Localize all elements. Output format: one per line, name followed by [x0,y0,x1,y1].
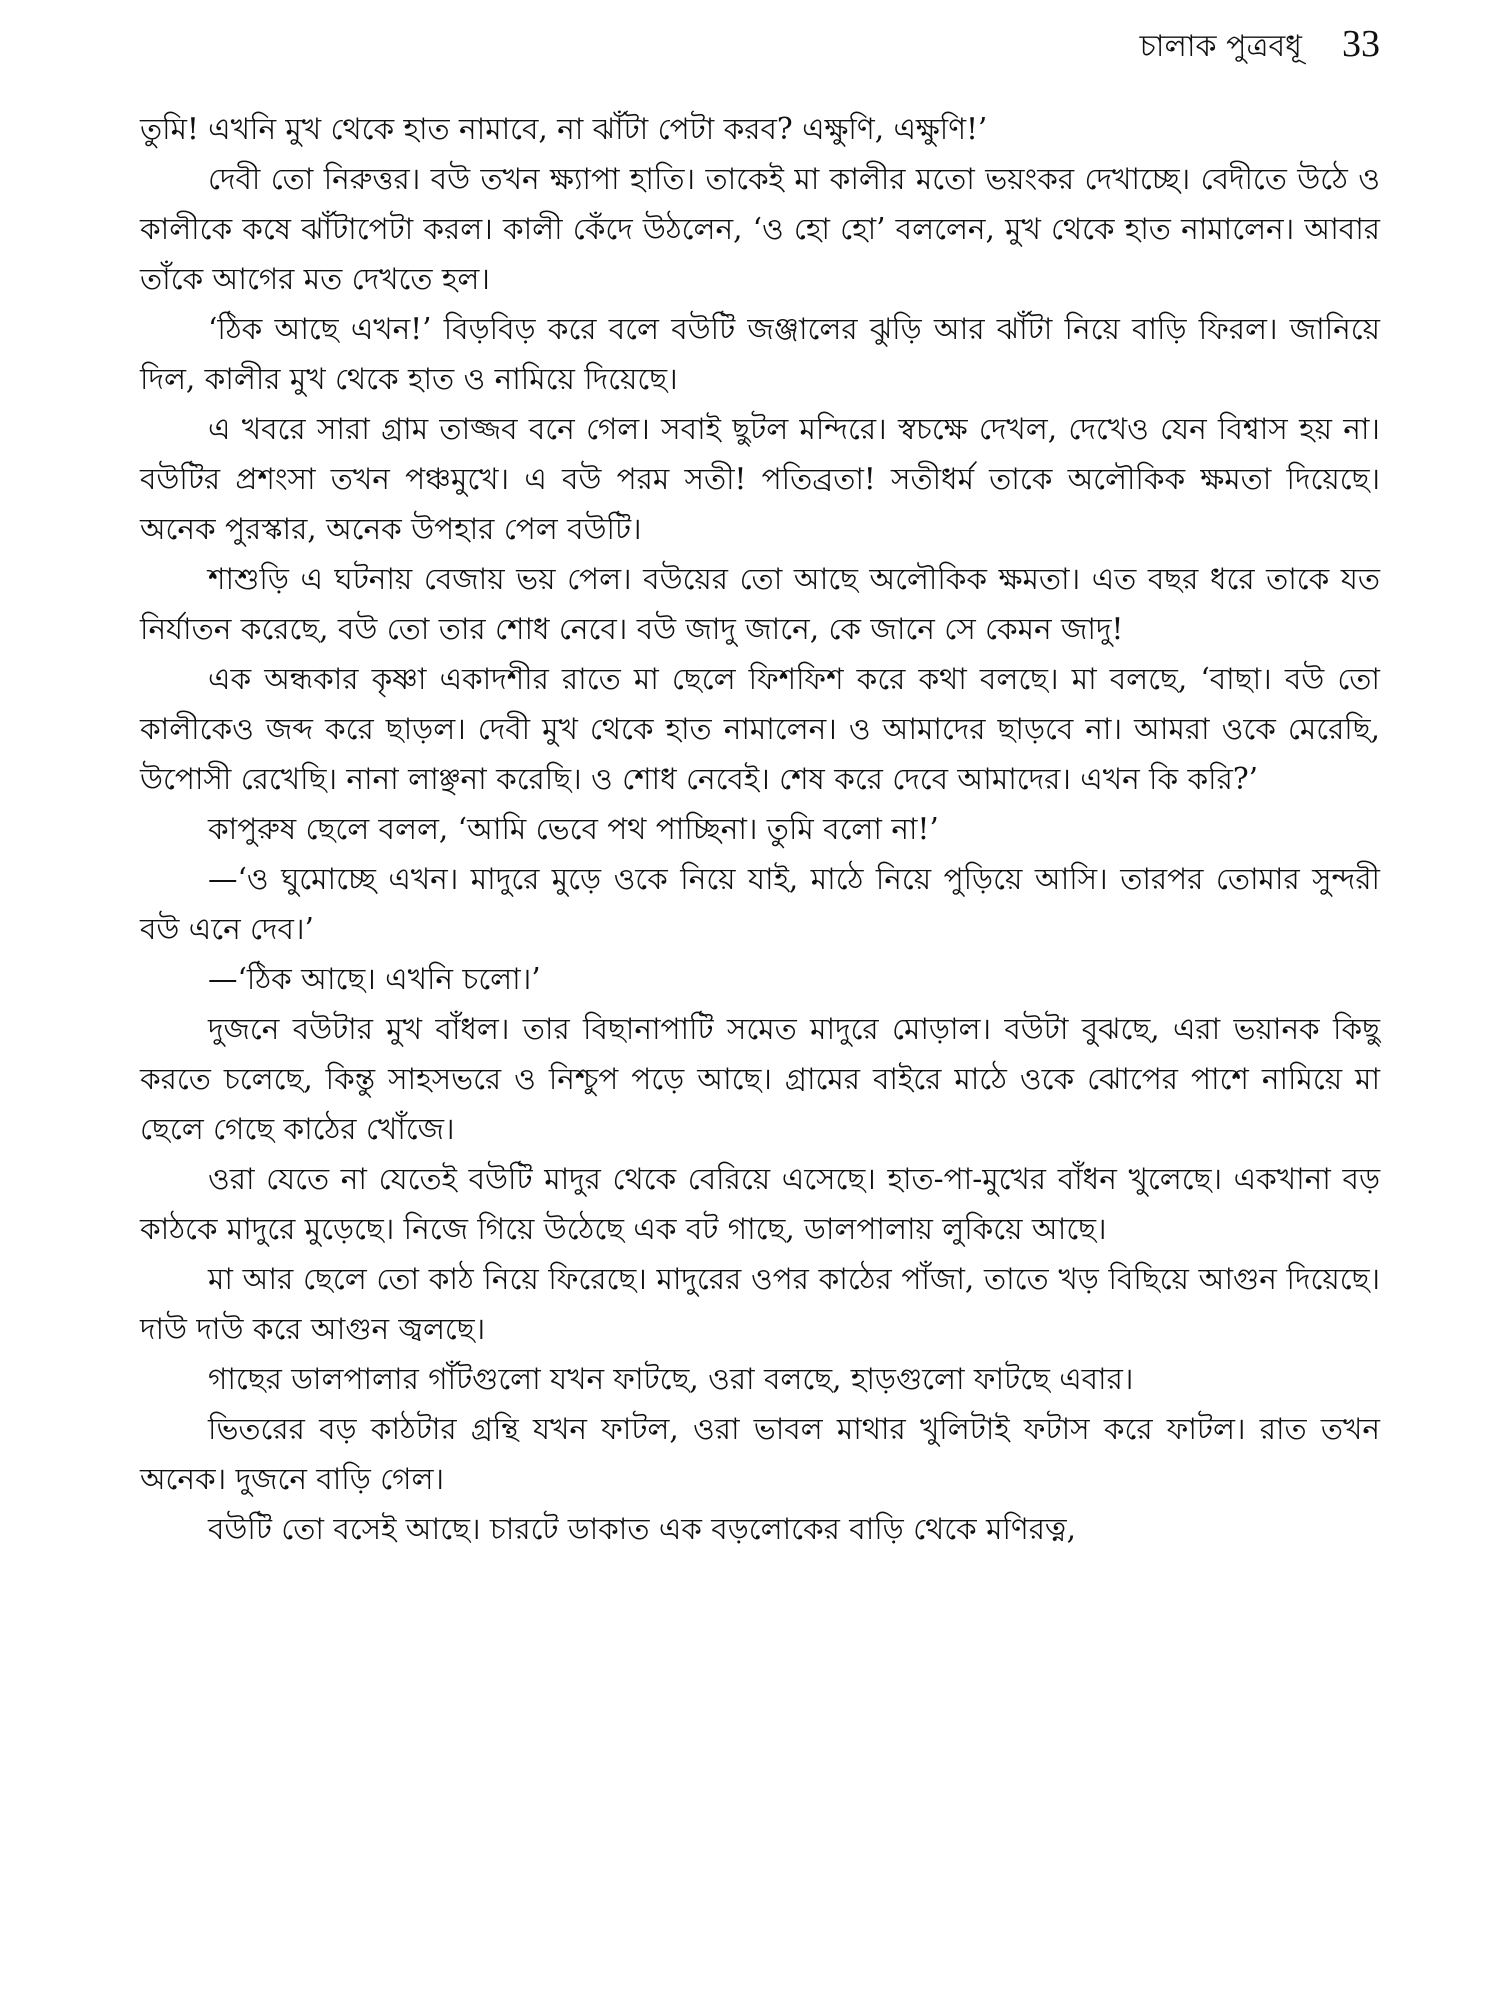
paragraph: —‘ও ঘুমোচ্ছে এখন। মাদুরে মুড়ে ওকে নিয়ে যাই, মাঠে নিয়ে পুড়িয়ে আসি। তারপর তোমার সুন্দরী বউ এনে দেব।’ [140,862,1380,946]
paragraph: মা আর ছেলে তো কাঠ নিয়ে ফিরেছে। মাদুরের ওপর কাঠের পাঁজা, তাতে খড় বিছিয়ে আগুন দিয়েছে। দাউ দাউ করে আগুন জ্বলছে। [140,1262,1380,1346]
paragraph: ওরা যেতে না যেতেই বউটি মাদুর থেকে বেরিয়ে এসেছে। হাত-পা-মুখের বাঁধন খুলেছে। একখানা বড় কাঠকে মাদুরে মুড়েছে। নিজে গিয়ে উঠেছে এক বট গাছে, ডালপালায় লুকিয়ে আছে। [140,1162,1380,1246]
paragraph: ভিতরের বড় কাঠটার গ্রন্থি যখন ফাটল, ওরা ভাবল মাথার খুলিটাই ফটাস করে ফাটল। রাত তখন অনেক। দুজনে বাড়ি গেল। [140,1412,1380,1496]
running-title: চালাক পুত্রবধূ [1139,29,1302,64]
paragraph: বউটি তো বসেই আছে। চারটে ডাকাত এক বড়লোকের বাড়ি থেকে মণিরত্ন, [208,1512,1076,1546]
paragraph: তুমি! এখনি মুখ থেকে হাত নামাবে, না ঝাঁটা পেটা করব? এক্ষুণি, এক্ষুণি!’ [140,112,988,146]
paragraph: —‘ঠিক আছে। এখনি চলো।’ [208,962,541,996]
paragraph: শাশুড়ি এ ঘটনায় বেজায় ভয় পেল। বউয়ের তো আছে অলৌকিক ক্ষমতা। এত বছর ধরে তাকে যত নির্যাতন করেছে, বউ তো তার শোধ নেবে। বউ জাদু জানে, কে জানে সে কেমন জাদু! [140,562,1380,646]
story-text [140,104,1380,1554]
paragraph: দুজনে বউটার মুখ বাঁধল। তার বিছানাপাটি সমেত মাদুরে মোড়াল। বউটা বুঝছে, এরা ভয়ানক কিছু করতে চলেছে, কিন্তু সাহসভরে ও নিশ্চুপ পড়ে আছে। গ্রামের বাইরে মাঠে ওকে ঝোপের পাশে নামিয়ে মা ছেলে গেছে কাঠের খোঁজে। [140,1012,1380,1146]
paragraph: কাপুরুষ ছেলে বলল, ‘আমি ভেবে পথ পাচ্ছিনা। তুমি বলো না!’ [208,812,939,846]
paragraph: গাছের ডালপালার গাঁটগুলো যখন ফাটছে, ওরা বলছে, হাড়গুলো ফাটছে এবার। [208,1362,1134,1396]
page-number: 33 [1342,23,1380,65]
page-header [900,22,1380,66]
paragraph: এ খবরে সারা গ্রাম তাজ্জব বনে গেল। সবাই ছুটল মন্দিরে। স্বচক্ষে দেখল, দেখেও যেন বিশ্বাস হয় না। বউটির প্রশংসা তখন পঞ্চমুখে। এ বউ পরম সতী! পতিব্রতা! সতীধর্ম তাকে অলৌকিক ক্ষমতা দিয়েছে। অনেক পুরস্কার, অনেক উপহার পেল বউটি। [140,412,1380,546]
paragraph: ‘ঠিক আছে এখন!’ বিড়বিড় করে বলে বউটি জঞ্জালের ঝুড়ি আর ঝাঁটা নিয়ে বাড়ি ফিরল। জানিয়ে দিল, কালীর মুখ থেকে হাত ও নামিয়ে দিয়েছে। [140,312,1380,396]
paragraph: দেবী তো নিরুত্তর। বউ তখন ক্ষ্যাপা হাতি। তাকেই মা কালীর মতো ভয়ংকর দেখাচ্ছে। বেদীতে উঠে ও কালীকে কষে ঝাঁটাপেটা করল। কালী কেঁদে উঠলেন, ‘ও হো হো’ বললেন, মুখ থেকে হাত নামালেন। আবার তাঁকে আগের মত দেখতে হল। [140,162,1380,296]
paragraph: এক অন্ধকার কৃষ্ণা একাদশীর রাতে মা ছেলে ফিশফিশ করে কথা বলছে। মা বলছে, ‘বাছা। বউ তো কালীকেও জব্দ করে ছাড়ল। দেবী মুখ থেকে হাত নামালেন। ও আমাদের ছাড়বে না। আমরা ওকে মেরেছি, উপোসী রেখেছি। নানা লাঞ্ছনা করেছি। ও শোধ নেবেই। শেষ করে দেবে আমাদের। এখন কি করি?’ [140,662,1380,796]
